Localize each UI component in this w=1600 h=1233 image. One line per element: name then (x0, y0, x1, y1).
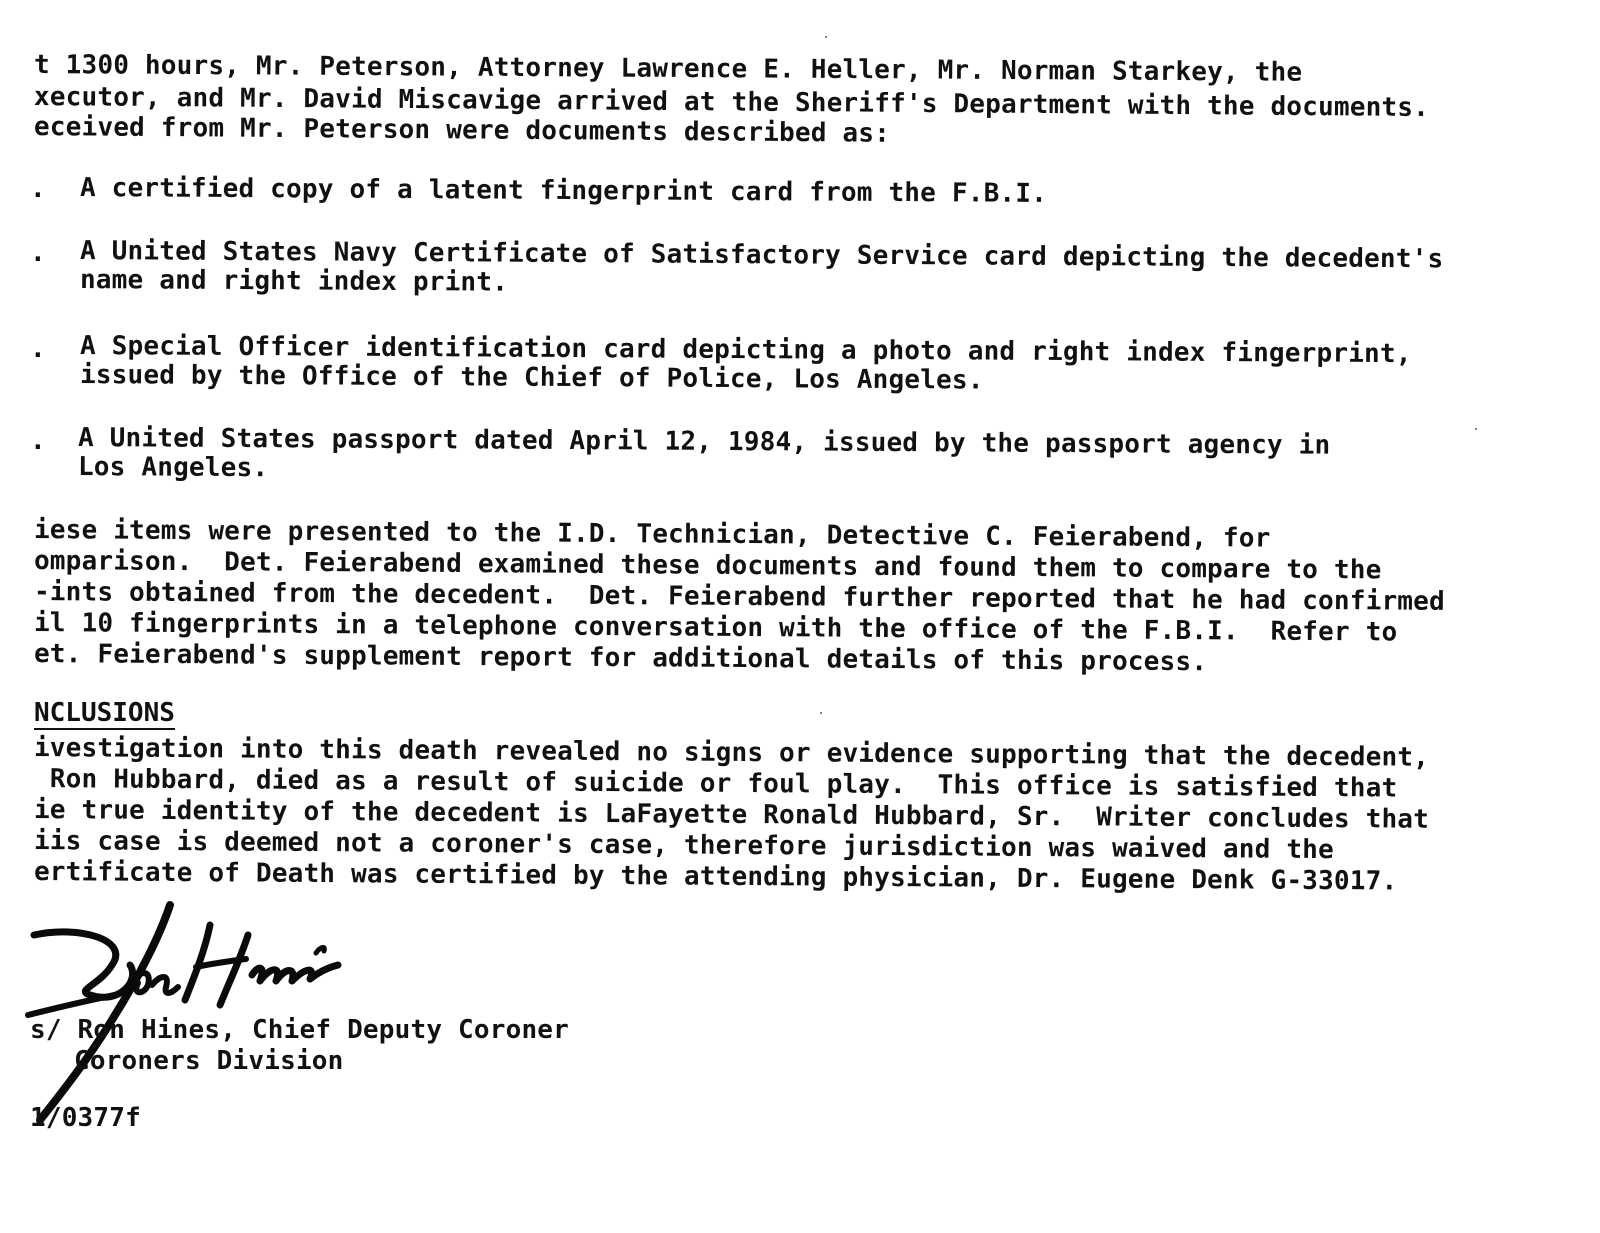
intro-line: t 1300 hours, Mr. Peterson, Attorney Lawrence E. Heller, Mr. Norman Starkey, the (33, 50, 1303, 88)
signatory-name: s/ Ron Hines, Chief Deputy Coroner (30, 1015, 570, 1045)
list-marker: . (30, 334, 46, 364)
comparison-line: iese items were presented to the I.D. Technician, Detective C. Feierabend, for (33, 515, 1271, 554)
list-marker: . (30, 426, 46, 456)
list-item-line: Los Angeles. (77, 452, 269, 484)
list-item-line: A Special Officer identification card depicting a photo and right index fingerprint, (79, 331, 1412, 370)
list-marker: . (30, 174, 46, 204)
list-item-line: A United States Navy Certificate of Satisfactory Service card depicting the decedent's (79, 236, 1444, 275)
list-item-line: A United States passport dated April 12, 1984, issued by the passport agency in (77, 423, 1331, 461)
list-item-line: name and right index print. (79, 265, 509, 298)
conclusions-line: ivestigation into this death revealed no signs or evidence supporting that the decedent, (33, 733, 1430, 773)
list-item-line: A certified copy of a latent fingerprint card from the F.B.I. (79, 173, 1048, 209)
comparison-line: et. Feierabend's supplement report for additional details of this process. (33, 639, 1208, 678)
handwritten-signature (20, 895, 360, 1130)
conclusions-line: ie true identity of the decedent is LaFayette Ronald Hubbard, Sr. Writer concludes that (33, 795, 1430, 835)
conclusions-line: ertificate of Death was certified by the attending physician, Dr. Eugene Denk G-33017. (33, 857, 1398, 897)
conclusions-line: Ron Hubbard, died as a result of suicide or foul play. This office is satisfied that (33, 764, 1398, 804)
list-item-line: issued by the Office of the Chief of Police, Los Angeles. (79, 360, 984, 396)
comparison-line: omparison. Det. Feierabend examined these documents and found them to compare to the (33, 546, 1382, 586)
scan-speck (820, 712, 822, 714)
scan-speck (825, 36, 827, 38)
document-reference: 1/0377f (30, 1103, 141, 1133)
list-marker: . (30, 238, 46, 268)
intro-line: eceived from Mr. Peterson were documents described as: (33, 112, 891, 149)
conclusions-line: iis case is deemed not a coroner's case, therefore jurisdiction was waived and the (33, 826, 1335, 866)
signatory-division: Coroners Division (74, 1046, 344, 1076)
scan-speck (1475, 428, 1477, 430)
comparison-line: -ints obtained from the decedent. Det. Feierabend further reported that he had confirmed (33, 577, 1446, 617)
intro-line: xecutor, and Mr. David Miscavige arrived at the Sheriff's Department with the documents. (33, 82, 1430, 123)
conclusions-heading: NCLUSIONS (34, 698, 175, 728)
comparison-line: il 10 fingerprints in a telephone conversation with the office of the F.B.I. Refer to (33, 608, 1398, 648)
